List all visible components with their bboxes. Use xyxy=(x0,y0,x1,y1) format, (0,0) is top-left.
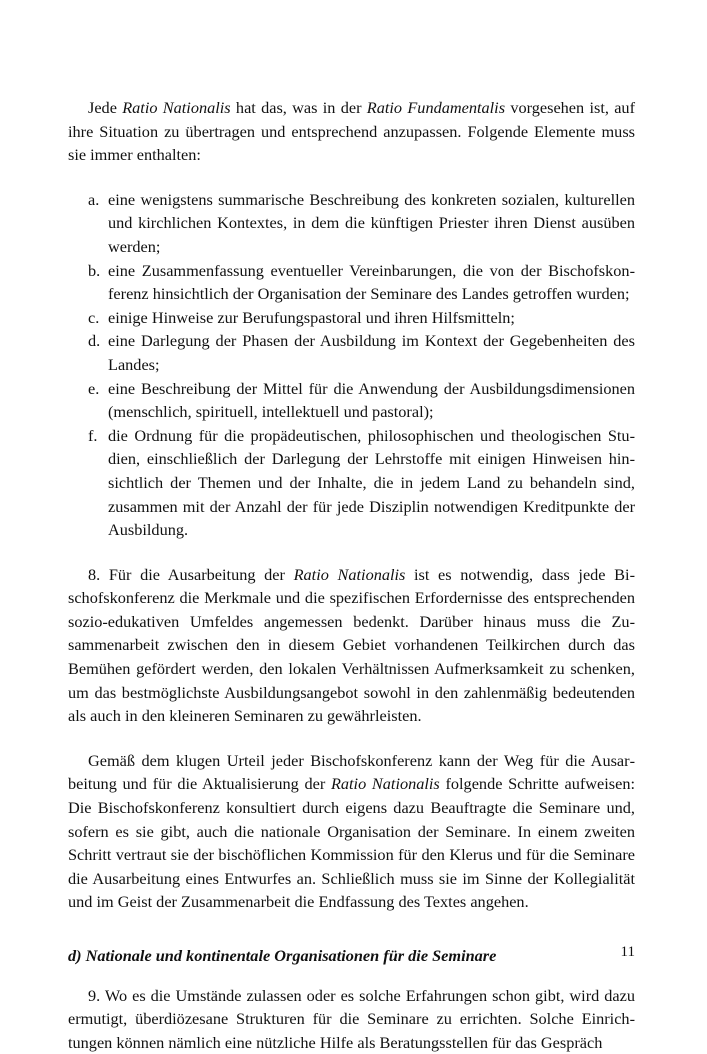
intro-paragraph xyxy=(68,96,635,167)
list-item-text: eine Beschreibung der Mittel für die Anwendung der Ausbildungsdimensionen (menschlich, spirituell, intellektuell und pastoral); xyxy=(108,378,635,422)
list-item-text: eine Darlegung der Phasen der Ausbildung im Kontext der Gegebenheiten des Landes; xyxy=(108,331,635,374)
list-marker: e. xyxy=(88,378,100,398)
intro-text-2: hat das, was in der xyxy=(230,98,367,117)
list-item xyxy=(68,188,635,259)
document-page xyxy=(68,96,635,1054)
list-marker: d. xyxy=(88,331,101,351)
paragraph-9: 9. Wo es die Umstände zulassen oder es solche Erfahrungen schon gibt, wird dazu ermutigt, überdiözesane Strukturen für die Seminare zu errichten. Solche Einrichtungen können nämlich eine nützliche Hilfe als Beratungsstellen für das Gespräch xyxy=(68,985,635,1052)
intro-italic-ratio-nationalis: Ratio Nationalis xyxy=(122,98,231,117)
intro-text-3: vorgesehen ist, auf ihre Situation zu übertragen und entsprechend anzupassen. Folgende Elemente muss sie immer enthalten: xyxy=(68,98,635,165)
paragraph-8-text-1: 8. Für die Ausarbeitung der xyxy=(88,564,294,584)
paragraph-gemaess-text-1: Gemäß dem klugen Urteil jeder Bischofskonferenz kann der Weg für die Ausarbeitung und für die Aktualisierung der xyxy=(68,750,635,794)
paragraph-gemaess-italic: Ratio Nationalis xyxy=(330,774,440,794)
paragraph-8-italic: Ratio Nationalis xyxy=(293,564,406,584)
paragraph-8-text-2: ist es notwendig, dass jede Bischofskonferenz die Merkmale und die spezifischen Erfordernisse des entsprechenden sozio-edukativen Umfeldes angemessen bedenkt. Darüber hinaus muss die Zusammenarbeit zwischen den in diesem Gebiet vorhandenen Teilkirchen durch das Bemühen gefördert werden, den lokalen Verhältnissen Aufmerksamkeit zu schenken, um das bestmöglichste Ausbildungsangebot sowohl in den zahlenmäßig bedeutenden als auch in den kleineren Seminaren zu gewährleisten. xyxy=(68,564,635,726)
list-item-text: einige Hinweise zur Berufungspastoral und ihren Hilfsmitteln; xyxy=(108,307,515,327)
list-item xyxy=(68,259,635,306)
page-number: 11 xyxy=(620,944,635,960)
section-heading: d) Nationale und kontinentale Organisationen für die Seminare xyxy=(68,946,497,965)
paragraph-8 xyxy=(68,563,635,728)
list-marker: f. xyxy=(88,425,98,445)
paragraph-gemaess xyxy=(68,749,635,914)
list-marker: a. xyxy=(88,189,100,209)
list-item xyxy=(68,424,635,542)
list-item-text: eine wenigstens summarische Beschreibung des konkreten sozialen, kulturellen und kirchlichen Kontextes, in dem die künftigen Priester ihren Dienst ausüben werden; xyxy=(108,189,635,256)
list-marker: c. xyxy=(88,307,100,327)
intro-text-1: Jede xyxy=(88,98,123,117)
list-marker: b. xyxy=(88,260,101,280)
list-item xyxy=(68,377,635,424)
paragraph-gemaess-text-2: folgende Schritte aufweisen: Die Bischofskonferenz konsultiert durch eigens dazu Beauftragte die Seminare und, sofern es sie gibt, auch die nationale Organisation der Seminare. In einem zweiten Schritt vertraut sie der bischöflichen Kommission für den Klerus und für die Seminare die Ausarbeitung eines Entwurfes an. Schließlich muss sie im Sinne der Kollegialität und im Geist der Zusammenarbeit die Endfassung des Textes angehen. xyxy=(68,774,635,912)
intro-italic-ratio-fundamentalis: Ratio Fundamentalis xyxy=(366,98,506,117)
list-item xyxy=(68,306,635,330)
list-item-text: die Ordnung für die propädeutischen, philosophischen und theologischen Studien, einschließlich der Darlegung der Lehrstoffe mit einigen Hinweisen hinsichtlich der Themen und der Inhalte, die in jedem Land zu behandeln sind, zusammen mit der Anzahl der für jede Disziplin notwendigen Kreditpunkte der Ausbildung. xyxy=(108,425,635,540)
elements-list xyxy=(68,188,635,542)
list-item xyxy=(68,329,635,376)
list-item-text: eine Zusammenfassung eventueller Vereinbarungen, die von der Bischofskonferenz hinsichtlich der Organisation der Seminare des Landes getroffen wurden; xyxy=(108,260,635,304)
